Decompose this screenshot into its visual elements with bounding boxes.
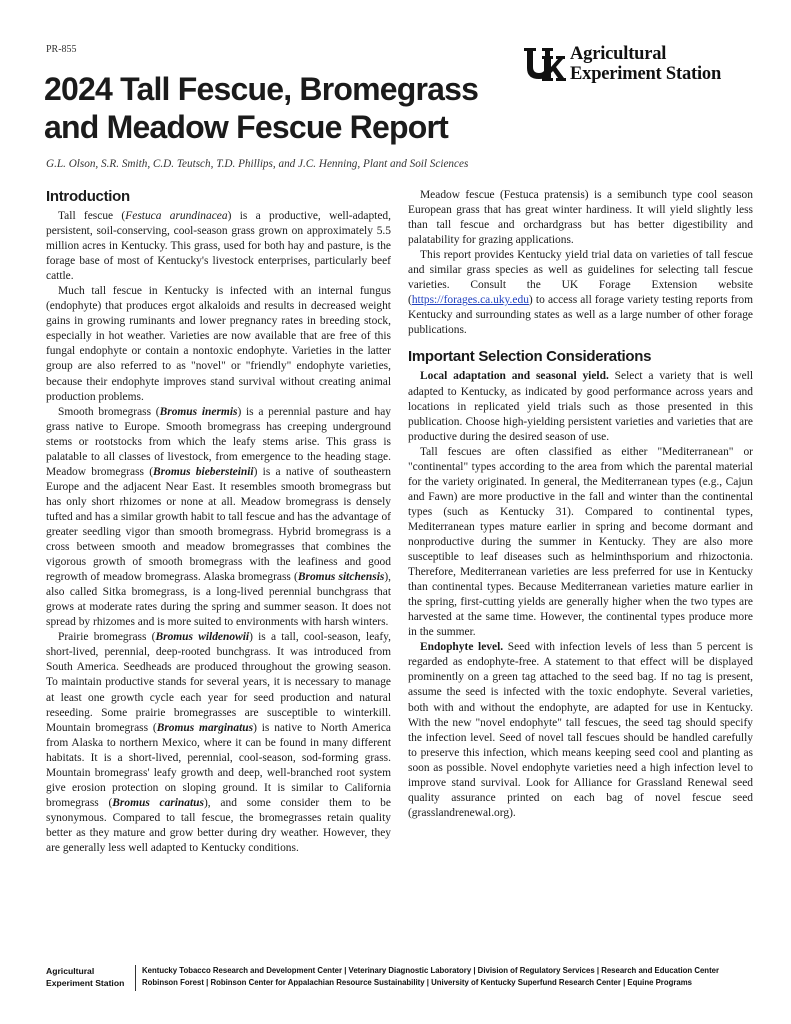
footer-org-name: Agricultural Experiment Station [46,966,125,988]
logo-text-agricultural: Agricultural [570,44,667,64]
uk-logo-icon [522,44,566,88]
intro-paragraph-4: Prairie bromegrass (Bromus wildenowii) is a tall, cool-season, leafy, short-lived, perennial, deep-rooted bunchgrass. It was introduced from South America. Seedheads are produced throughout the growing season. To maintain productive stands for several years, it is necessary to manage at least one growth cycle each year for seed production and natural reseeding. Some prairie bromegrasses are susceptible to winterkill. Mountain bromegrass (Bromus marginatus) is native to North America from Alaska to northern Mexico, where it can be found in many different habitats. It is a short-lived, perennial, cool-season, sod-forming grass. Mountain bromegrass' leafy growth and deep, well-branched root system give erosion protection on sloping ground. It is similar to California bromegrass (Bromus carinatus), and some consider them to be synonymous. Compared to tall fescue, the bromegrasses retain quality better as they mature and grow better during dry weather. However, they are generally less well adapted to Kentucky conditions. [46,631,391,854]
introduction-heading: Introduction [46,188,130,205]
intro-paragraph-6: This report provides Kentucky yield trial data on varieties of tall fescue and similar grass species as well as guidelines for selecting tall fescue varieties. Consult the UK Forage Extension website (https://forages.ca.uky.edu) to access all forage variety testing reports from Kentucky and surrounding states as well as a large number of other forage publications. [408,249,753,337]
page-title: 2024 Tall Fescue, Bromegrass and Meadow Fescue Report [44,71,479,145]
footer-units [142,965,752,989]
selection-heading: Important Selection Considerations [408,348,652,366]
intro-paragraph-5: Meadow fescue (Festuca pratensis) is a semibunch type cool season European grass that has great winter hardiness. It will yield slightly less than tall fescue and orchardgrass but has better digestibility and palatability for grazing applications. [408,189,753,247]
footer-units-line-1: Kentucky Tobacco Research and Development Center | Veterinary Diagnostic Laboratory | Division of Regulatory Services | Research and Education Center [142,966,720,975]
footer [46,965,746,995]
forages-website-link[interactable]: https://forages.ca.uky.edu [411,294,529,307]
authors-line: G.L. Olson, S.R. Smith, C.D. Teutsch, T.D. Phillips, and J.C. Henning, Plant and Soil Sciences [46,158,469,170]
footer-units-line-2: Robinson Forest | Robinson Center for Appalachian Resource Sustainability | University of Kentucky Superfund Research Center | Equine Programs [142,978,692,987]
intro-paragraph-1: Tall fescue (Festuca arundinacea) is a productive, well-adapted, persistent, soil-conserving, cool-season grass grown on approximately 5.5 million acres in Kentucky. This grass, used for both hay and pasture, is the forage base of most of Kentucky's livestock enterprises, particularly beef cattle. [46,210,391,283]
logo-text-experiment-station: Experiment Station [570,64,722,84]
selection-paragraph-1: Local adaptation and seasonal yield. Select a variety that is well adapted to Kentucky, as indicated by good performance across years and locations in replicated yield trials such as those presented in this publication. Choose high-yielding persistent varieties and varieties that are productive during the desired season of use. [408,370,754,443]
selection-paragraph-3: Endophyte level. Seed with infection levels of less than 5 percent is regarded as endophyte-free. A statement to that effect will be displayed prominently on a green tag attached to the seed bag. If no tag is present, assume the seed is infected with the toxic endophyte. Several varieties, both with and without the endophyte, are adapted for use in Kentucky. With the new "novel endophyte" tall fescues, the seed tag should specify the infection level. Seed of novel tall fescues should be handled carefully to preserve this infection, which means keeping seed cool and planting as soon as possible. Novel endophyte varieties need a high infection level to improve stand survival. Look for Alliance for Grassland Renewal seed quality assurance printed on each bag of novel fescue seed (grasslandrenewal.org). [408,641,753,819]
left-column [46,188,391,856]
intro-paragraph-3: Smooth bromegrass (Bromus inermis) is a perennial pasture and hay grass native to Europe. Smooth bromegrass has creeping underground stems or rootstocks from which the leafy stems arise. This grass is palatable to all classes of livestock, from emergence to the heading stage. Meadow bromegrass (Bromus biebersteinii) is a native of southeastern Europe and the adjacent Near East. It resembles smooth bromegrass but has only short rhizomes or none at all. Meadow bromegrass is densely tufted and has a similar growth habit to tall fescue and has the advantage of greater seedling vigor than smooth bromegrass. Hybrid bromegrass is a cross between smooth and meadow bromegrasses that combines the vigorous growth of smooth bromegrass with the leafiness and good regrowth of meadow bromegrass. Alaska bromegrass (Bromus sitchensis), also called Sitka bromegrass, is a long-lived perennial bunchgrass that grows at moderate rates during the spring and summer season. It does not spread by rhizomes and is more suited to environments with harsh winters. [46,405,391,629]
uk-aes-logo [522,44,752,88]
intro-paragraph-2: Much tall fescue in Kentucky is infected with an internal fungus (endophyte) that produces ergot alkaloids and results in decreased weight gains in growing ruminants and lower pregnancy rates in breeding stock, especially in hot weather. Varieties are now available that are free of this fungal endophyte or contain a nontoxic endophyte. Varieties in the latter group are also referred to as "novel" or "friendly" endophyte varieties, because their endophyte improves stand survival without creating animal production problems. [46,285,391,403]
right-column [408,188,753,821]
footer-divider [135,965,136,991]
selection-paragraph-2: Tall fescues are often classified as either "Mediterranean" or "continental" types according to the area from which the parental material for the variety originated. In general, the Mediterranean types (e.g., Cajun and Fawn) are more productive in the fall and winter than the continental types (such as Kentucky 31). Compared to continental types, Mediterranean types mature earlier in spring and become dormant and nonproductive during the summer in Kentucky. They are also more susceptible to leaf diseases such as helminthsporium and rhizoctonia. Therefore, Mediterranean varieties are less preferred for use in Kentucky than continental types. Because Mediterranean varieties mature earlier in the spring, first-cutting yields are generally higher when the two types are harvested at the same time. However, the continental types produce more in the summer. [408,445,753,639]
publication-code: PR-855 [46,44,77,55]
